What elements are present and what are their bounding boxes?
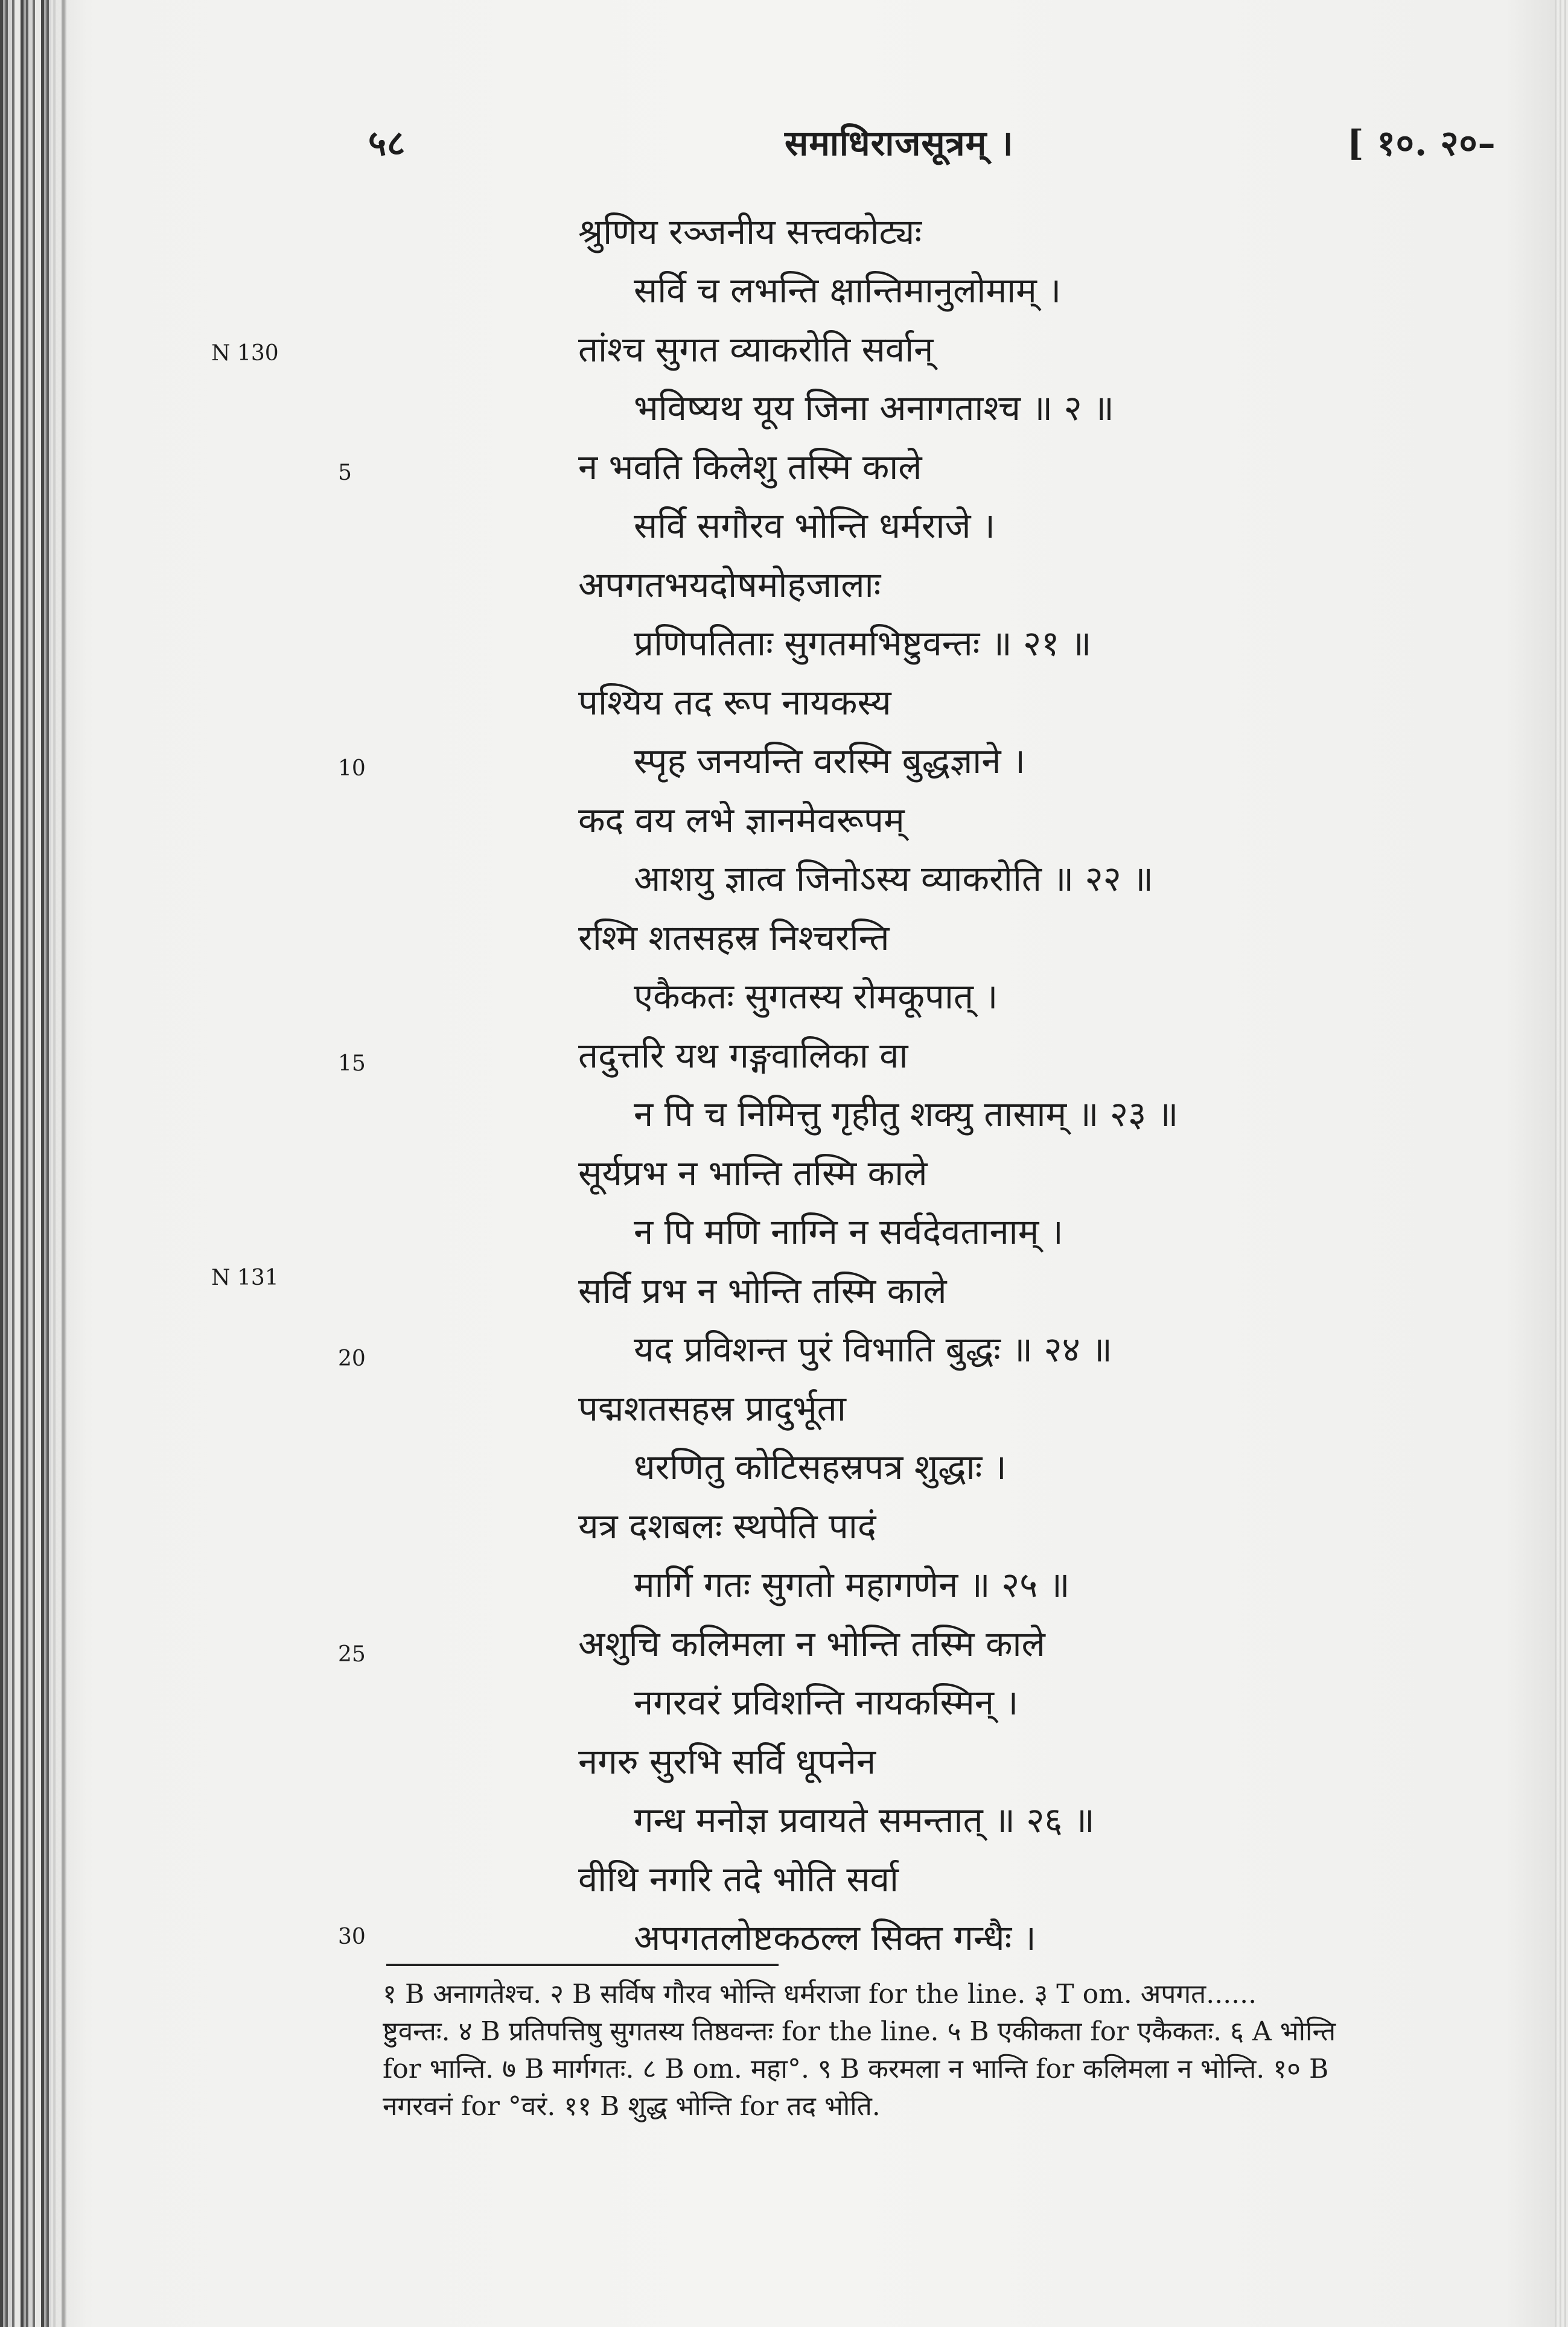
footnote-line: for भान्ति. ७ B मार्गगतः. ८ B om. महा°. ९ B करमला न भान्ति for कलिमला न भोन्ति. १० B [383, 2054, 1329, 2084]
line-number-10: 10 [338, 756, 366, 781]
verse-line: श्रुणिय रञ्जनीय सत्त्वकोट्यः [578, 211, 922, 252]
section-reference: [ १०. २०– [1347, 123, 1496, 164]
manuscript-ref-n130: N 130 [211, 341, 279, 366]
footnote-line: नगरवनं for °वरं. ११ B शुद्ध भोन्ति for तद भोति. [383, 2091, 881, 2122]
line-number-30: 30 [338, 1924, 366, 1949]
verse-line: गन्ध मनोज्ञ प्रवायते समन्तात् ॥ २६ ॥ [634, 1800, 1095, 1841]
page-edge [1555, 0, 1568, 2327]
running-title: समाधिराजसूत्रम् । [785, 123, 1014, 164]
verse-line: सर्वि प्रभ न भोन्ति तस्मि काले [578, 1270, 947, 1311]
manuscript-ref-n131: N 131 [211, 1265, 279, 1290]
verse-line: नगरवरं प्रविशन्ति नायकस्मिन् । [634, 1682, 1019, 1723]
verse-line: तांश्च सुगत व्याकरोति सर्वान् [578, 329, 934, 370]
verse-line: रश्मि शतसहस्र निश्चरन्ति [578, 917, 890, 958]
verse-line: सर्वि सगौरव भोन्ति धर्मराजे । [634, 505, 995, 546]
verse-line: पद्मशतसहस्र प्रादुर्भूता [578, 1388, 846, 1429]
gutter-shadow [51, 0, 87, 2327]
verse-line: मार्गि गतः सुगतो महागणेन ॥ २५ ॥ [634, 1564, 1070, 1605]
verse-line: सर्वि च लभन्ति क्षान्तिमानुलोमाम् । [634, 270, 1062, 311]
verse-line: कद वय लभे ज्ञानमेवरूपम् [578, 800, 905, 841]
verse-line: अपगतलोष्टकठल्ल सिक्त गन्धैः । [634, 1917, 1036, 1958]
verse-line: पश्यिय तद रूप नायकस्य [578, 682, 891, 723]
page-number: ५८ [368, 123, 406, 164]
verse-line: सूर्यप्रभ न भान्ति तस्मि काले [578, 1153, 928, 1194]
verse-line: न भवति किलेशु तस्मि काले [578, 447, 922, 488]
footnote-line: १ B अनागतेश्च. २ B सर्विष गौरव भोन्ति धर्मराजा for the line. ३ T om. अपगत...... [383, 1979, 1257, 2010]
line-number-15: 15 [338, 1051, 366, 1076]
footnote-rule [386, 1964, 779, 1966]
verse-line: न पि मणि नाग्नि न सर्वदेवतानाम् । [634, 1211, 1063, 1252]
line-number-20: 20 [338, 1346, 366, 1371]
line-number-5: 5 [338, 460, 352, 485]
verse-line: अशुचि कलिमला न भोन्ति तस्मि काले [578, 1623, 1045, 1664]
verse-line: यत्र दशबलः स्थपेति पादं [578, 1506, 876, 1547]
verse-line: यद प्रविशन्त पुरं विभाति बुद्धः ॥ २४ ॥ [634, 1329, 1112, 1370]
verse-line: अपगतभयदोषमोहजालाः [578, 564, 881, 605]
verse-line: आशयु ज्ञात्व जिनोऽस्य व्याकरोति ॥ २२ ॥ [634, 858, 1154, 899]
verse-line: भविष्यथ यूय जिना अनागताश्च ॥ २ ॥ [634, 387, 1114, 428]
footnote-line: ष्टुवन्तः. ४ B प्रतिपत्तिषु सुगतस्य तिष्ठवन्तः for the line. ५ B एकीकता for एकैकतः. ६ A भोन्ति [383, 2016, 1336, 2047]
verse-line: वीथि नगरि तदे भोति सर्वा [578, 1859, 899, 1900]
verse-line: न पि च निमित्तु गृहीतु शक्यु तासाम् ॥ २३ ॥ [634, 1093, 1179, 1135]
line-number-25: 25 [338, 1642, 366, 1667]
verse-line: एकैकतः सुगतस्य रोमकूपात् । [634, 976, 998, 1017]
verse-line: स्पृह जनयन्ति वरस्मि बुद्धज्ञाने । [634, 740, 1025, 782]
verse-line: धरणितु कोटिसहस्रपत्र शुद्धाः । [634, 1447, 1007, 1488]
verse-line: नगरु सुरभि सर्वि धूपनेन [578, 1741, 876, 1782]
verse-line: तदुत्तरि यथ गङ्गवालिका वा [578, 1035, 908, 1076]
verse-line: प्रणिपतिताः सुगतमभिष्टुवन्तः ॥ २१ ॥ [634, 623, 1092, 664]
